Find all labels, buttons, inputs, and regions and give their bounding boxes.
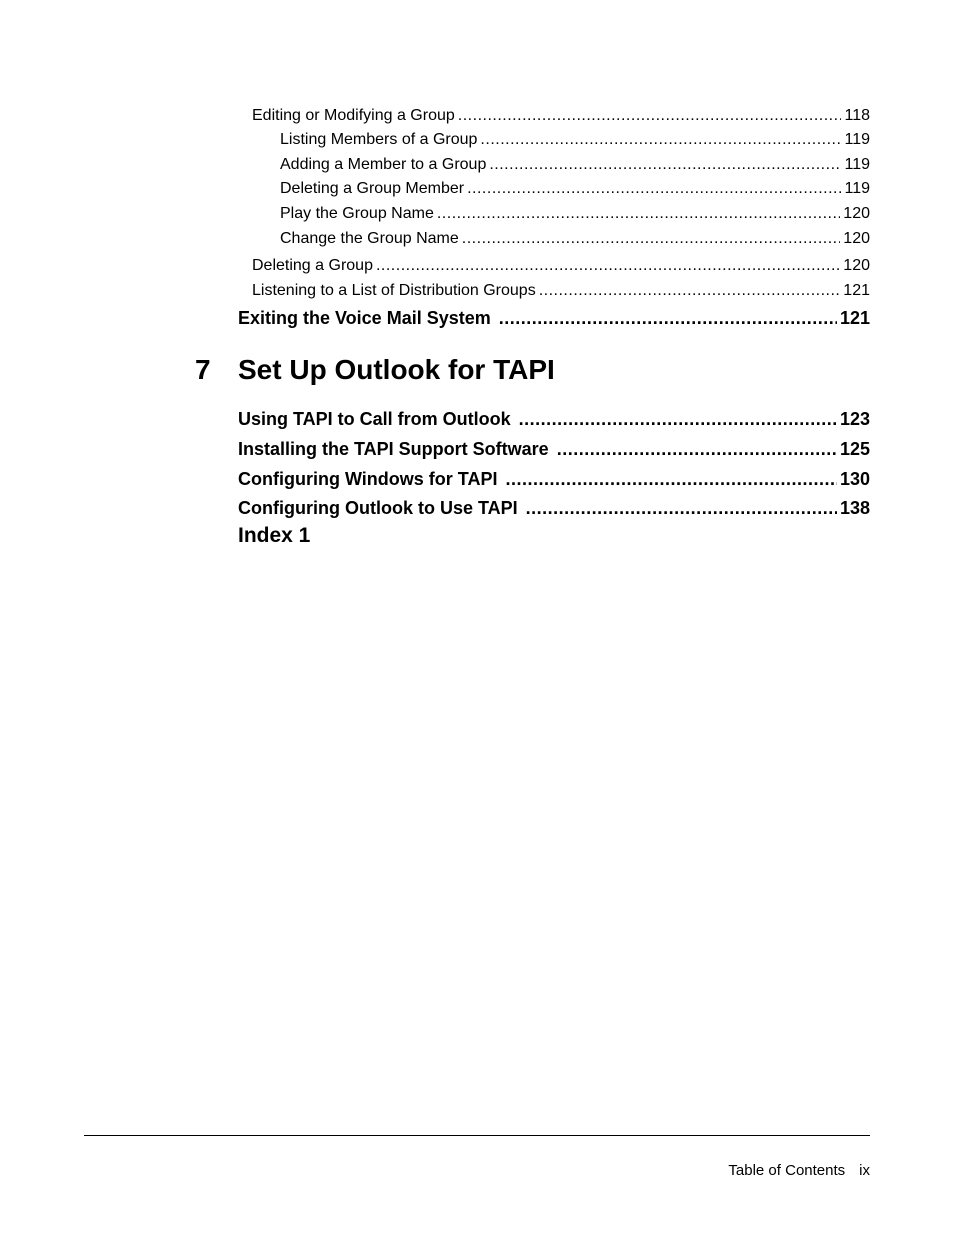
dot-leader [462, 230, 841, 248]
index-entry[interactable]: Index 1 [238, 524, 311, 547]
toc-entry[interactable] [0, 257, 870, 275]
toc-entry[interactable] [0, 409, 870, 430]
toc-entry-title: Listing Members of a Group [280, 131, 478, 148]
toc-entry-title: Adding a Member to a Group [280, 156, 487, 173]
footer-divider [84, 1135, 870, 1136]
dot-leader [489, 156, 841, 174]
toc-entry-title: Listening to a List of Distribution Groups [252, 282, 536, 299]
toc-entry-title: Deleting a Group Member [280, 180, 465, 197]
toc-entry[interactable] [0, 205, 870, 223]
dot-leader [437, 205, 840, 223]
toc-entry-page: 120 [843, 205, 870, 222]
toc-entry-page: 125 [839, 439, 870, 459]
footer-page-number: ix [859, 1162, 870, 1179]
toc-entry[interactable] [0, 498, 870, 519]
toc-entry-title: Deleting a Group [252, 257, 373, 274]
page-footer [728, 1162, 870, 1179]
dot-leader [458, 107, 842, 125]
toc-entry-page: 123 [839, 409, 870, 429]
toc-entry[interactable] [0, 308, 870, 329]
toc-entry-title: Change the Group Name [280, 230, 459, 247]
toc-entry-title: Using TAPI to Call from Outlook [238, 409, 511, 429]
toc-entry[interactable] [0, 180, 870, 198]
dot-leader [557, 439, 837, 460]
toc-entry[interactable] [0, 107, 870, 125]
toc-entry[interactable] [0, 230, 870, 248]
toc-entry-page: 120 [843, 257, 870, 274]
toc-entry-title: Configuring Outlook to Use TAPI [238, 498, 518, 518]
toc-entry[interactable] [0, 469, 870, 490]
toc-entry-page: 138 [839, 498, 870, 518]
toc-entry-page: 119 [844, 180, 870, 197]
toc-entry-title: Editing or Modifying a Group [252, 107, 455, 124]
chapter-number: 7 [195, 354, 211, 385]
toc-entry-title: Exiting the Voice Mail System [238, 308, 491, 328]
toc-entry-title: Installing the TAPI Support Software [238, 439, 549, 459]
dot-leader [505, 469, 836, 490]
toc-entry[interactable] [0, 282, 870, 300]
dot-leader [526, 498, 837, 519]
dot-leader [539, 282, 841, 300]
toc-entry-page: 120 [843, 230, 870, 247]
toc-entry[interactable] [0, 131, 870, 149]
dot-leader [519, 409, 837, 430]
toc-entry-title: Configuring Windows for TAPI [238, 469, 498, 489]
dot-leader [376, 257, 840, 275]
dot-leader [480, 131, 841, 149]
toc-entry-page: 119 [844, 156, 870, 173]
dot-leader [467, 180, 841, 198]
toc-entry-page: 118 [844, 107, 870, 124]
toc-entry[interactable] [0, 439, 870, 460]
footer-label: Table of Contents [728, 1162, 846, 1179]
toc-entry[interactable] [0, 156, 870, 174]
toc-entry-page: 130 [839, 469, 870, 489]
toc-entry-page: 121 [839, 308, 870, 328]
toc-entry-page: 119 [844, 131, 870, 148]
toc-entry-page: 121 [843, 282, 870, 299]
chapter-title: Set Up Outlook for TAPI [238, 354, 555, 385]
chapter-heading[interactable] [195, 354, 555, 386]
toc-entry-title: Play the Group Name [280, 205, 434, 222]
dot-leader [499, 308, 837, 329]
